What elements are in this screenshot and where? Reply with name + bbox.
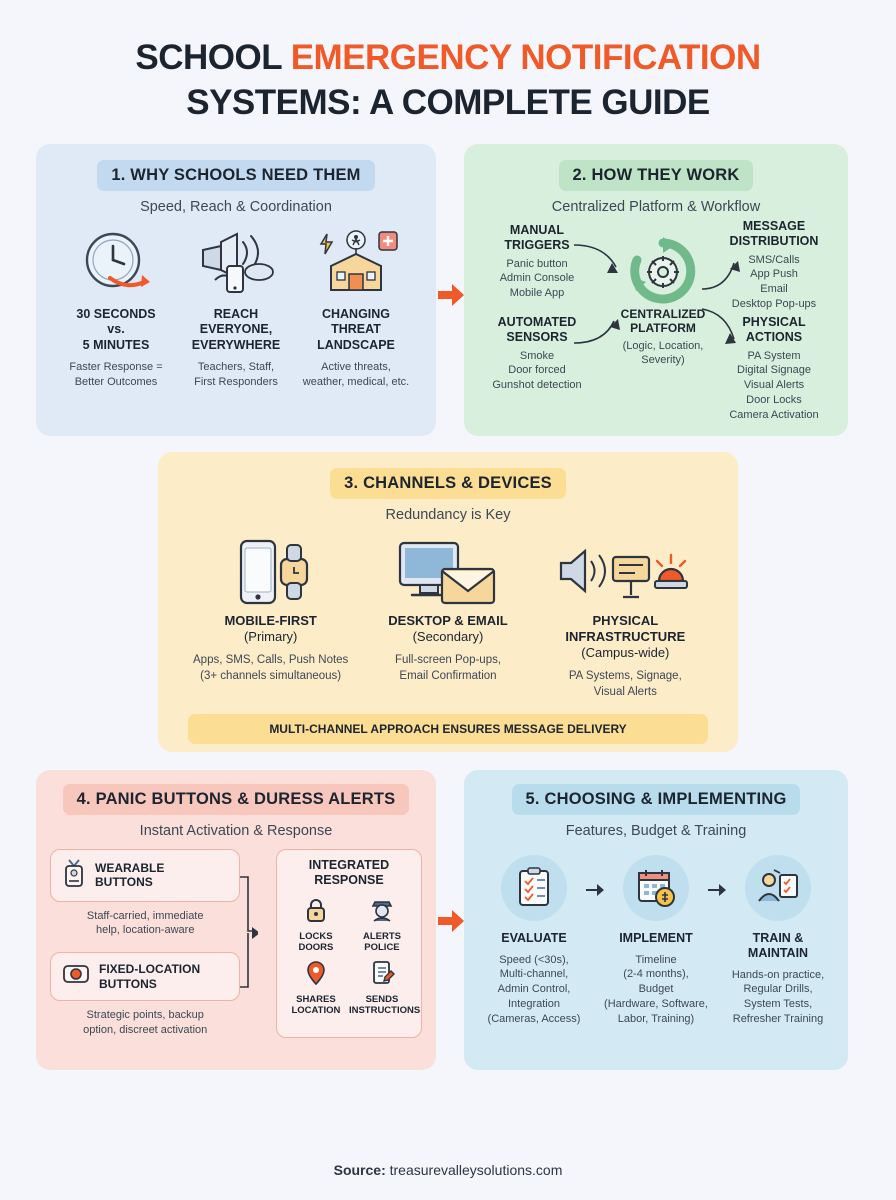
panel4-title: 4. PANIC BUTTONS & DURESS ALERTS	[63, 784, 410, 815]
panel2-phys-item-2: Visual Alerts	[743, 379, 805, 392]
panel1-col2-body2: First Responders	[194, 375, 278, 388]
panel3-banner: MULTI-CHANNEL APPROACH ENSURES MESSAGE DELIVERY	[188, 714, 708, 744]
panel5-col2-b4: Labor, Training)	[617, 1012, 695, 1025]
panel2-physical-actions	[714, 315, 834, 423]
panel3-col3-sub: (Campus-wide)	[581, 645, 670, 661]
panel1-col1-body1: Faster Response =	[69, 361, 163, 374]
instructions-icon	[368, 974, 396, 991]
panel4-wearable-label2: BUTTONS	[95, 875, 153, 890]
lock-icon	[302, 911, 330, 928]
panel3-column-mobile	[182, 533, 359, 701]
cell1-l1: ALERTS	[362, 930, 401, 942]
panel2-centralized-platform	[608, 237, 718, 369]
panel3-col1-body1: Apps, SMS, Calls, Push Notes	[193, 654, 349, 667]
panel1-col3-body2: weather, medical, etc.	[302, 375, 410, 388]
panel-why-schools-need-them	[36, 144, 436, 436]
training-icon	[745, 855, 811, 921]
panel5-col3-b3: Refresher Training	[732, 1013, 824, 1026]
panel5-subtitle: Features, Budget & Training	[565, 822, 747, 839]
panel2-phys-item-4: Camera Activation	[729, 408, 819, 421]
title-line-2: SYSTEMS: A COMPLETE GUIDE	[186, 82, 710, 122]
police-icon	[368, 911, 396, 928]
panel5-title: 5. CHOOSING & IMPLEMENTING	[512, 784, 801, 815]
panel1-col3-head2: THREAT	[331, 322, 381, 337]
panel5-col2-b1: (2-4 months),	[623, 968, 689, 981]
cell2-l1: SHARES	[296, 994, 336, 1006]
panel4-wearable-note1: Staff-carried, immediate	[86, 909, 204, 922]
panel5-col1-b4: (Cameras, Access)	[487, 1012, 581, 1025]
panel2-phys-item-1: Digital Signage	[737, 364, 811, 377]
cell2-l2: LOCATION	[291, 1005, 341, 1017]
panel2-center-sub2: Severity)	[641, 354, 685, 367]
panel-channels-and-devices	[158, 452, 738, 752]
panel5-column-implement	[604, 855, 708, 1027]
panel1-column-speed	[56, 227, 176, 389]
title-part-1: SCHOOL	[135, 38, 291, 77]
page-title	[36, 0, 860, 126]
calendar-coin-icon	[623, 855, 689, 921]
panel3-col1-body2: (3+ channels simultaneous)	[200, 669, 342, 682]
panel5-col2-b2: Budget	[638, 983, 674, 996]
bottom-row	[36, 770, 860, 1070]
panel2-phys-item-0: PA System	[747, 349, 801, 362]
panel4-integrated-h2: RESPONSE	[314, 872, 384, 887]
panel2-manual-item-1: Admin Console	[499, 272, 575, 285]
speaker-sign-beacon-icon	[537, 533, 714, 613]
panel3-col2-sub: (Secondary)	[412, 628, 484, 644]
panel2-center-h1: CENTRALIZED	[620, 306, 706, 321]
title-part-2: EMERGENCY NOTIFICATION	[290, 38, 761, 77]
panel1-col2-body1: Teachers, Staff,	[197, 361, 275, 374]
integrated-cell-locks-doors	[283, 896, 349, 954]
panel1-col1-head1: 30 SECONDS	[76, 306, 156, 321]
panel1-subtitle: Speed, Reach & Coordination	[140, 198, 332, 215]
panel2-manual-h2: TRIGGERS	[504, 237, 570, 252]
cell3-l1: SENDS	[365, 994, 399, 1006]
panel1-title: 1. WHY SCHOOLS NEED THEM	[97, 160, 374, 191]
panel5-col2-b3: (Hardware, Software,	[604, 998, 708, 1011]
panel1-column-threat	[296, 227, 416, 389]
panel3-col1-heading: MOBILE-FIRST	[224, 612, 317, 628]
panel3-title: 3. CHANNELS & DEVICES	[330, 468, 566, 499]
panel2-manual-triggers	[484, 223, 590, 302]
panel2-phys-item-3: Door Locks	[746, 394, 802, 407]
panel2-manual-item-2: Mobile App	[509, 287, 565, 300]
gear-cycle-icon	[608, 237, 718, 307]
integrated-cell-alerts-police	[349, 896, 415, 954]
panel3-column-desktop	[359, 533, 536, 701]
map-pin-icon	[302, 974, 330, 991]
panel1-col3-head1: CHANGING	[321, 306, 391, 321]
panel3-subtitle: Redundancy is Key	[385, 506, 511, 523]
clock-icon	[56, 227, 176, 301]
panel2-auto-h1: AUTOMATED	[497, 314, 577, 329]
integrated-cell-shares-location	[283, 959, 349, 1017]
panel2-phys-h2: ACTIONS	[745, 329, 803, 344]
panel1-col3-body1: Active threats,	[321, 361, 391, 374]
integrated-cell-sends-instructions	[348, 959, 421, 1017]
panel3-col2-body1: Full-screen Pop-ups,	[394, 654, 502, 667]
integrated-response-card	[276, 849, 422, 1038]
panel5-col3-h2: MAINTAIN	[747, 945, 809, 960]
panel1-col3-head3: LANDSCAPE	[317, 337, 395, 352]
desktop-email-icon	[359, 533, 536, 613]
arrow-evaluate-to-implement	[586, 855, 604, 1027]
panel2-manual-item-0: Panic button	[506, 257, 568, 270]
panel4-fixed-note1: Strategic points, backup	[86, 1009, 204, 1022]
brace-connector	[240, 849, 259, 1038]
panel5-column-train	[726, 855, 830, 1027]
panel2-title: 2. HOW THEY WORK	[559, 160, 754, 191]
panel2-automated-sensors	[478, 315, 596, 394]
panel4-fixed-label1: FIXED-LOCATION	[99, 962, 201, 977]
panel1-col2-head2: EVERYWHERE	[191, 337, 281, 352]
source-footer	[0, 1162, 896, 1178]
panel2-subtitle: Centralized Platform & Workflow	[551, 198, 761, 215]
panel-panic-buttons	[36, 770, 436, 1070]
panel5-col1-b0: Speed (<30s),	[499, 953, 569, 966]
panel3-col2-heading: DESKTOP & EMAIL	[388, 612, 508, 628]
panel5-column-evaluate	[482, 855, 586, 1027]
panel4-fixed-label2: BUTTONS	[99, 976, 157, 991]
arrow-panel4-to-panel5	[438, 910, 464, 937]
panel3-col3-body1: PA Systems, Signage,	[568, 670, 682, 683]
cell1-l2: POLICE	[364, 941, 400, 953]
panel1-col1-body2: Better Outcomes	[74, 375, 158, 388]
panel5-col1-b3: Integration	[508, 998, 560, 1011]
panel1-col1-head2: vs.	[107, 322, 125, 337]
wall-button-icon	[61, 961, 91, 992]
panel3-column-physical	[537, 533, 714, 701]
panel2-dist-item-2: Email	[760, 283, 788, 296]
panel2-dist-h1: MESSAGE	[742, 218, 806, 233]
panel5-col1-b1: Multi-channel,	[499, 968, 569, 981]
panel2-dist-h2: DISTRIBUTION	[729, 233, 819, 248]
panel2-auto-item-0: Smoke	[519, 349, 555, 362]
school-threat-icon	[296, 227, 416, 301]
panel2-center-sub1: (Logic, Location,	[622, 339, 704, 352]
panel4-wearable-note2: help, location-aware	[95, 924, 195, 937]
top-row	[36, 144, 860, 436]
panel5-col3-b2: System Tests,	[743, 998, 813, 1011]
panel2-auto-h2: SENSORS	[506, 329, 568, 344]
wearable-buttons-card	[50, 849, 240, 902]
panel5-col2-b0: Timeline	[635, 953, 677, 966]
panel5-col2-h1: IMPLEMENT	[619, 930, 693, 945]
source-label: Source:	[333, 1162, 386, 1178]
panel1-col1-head3: 5 MINUTES	[82, 337, 150, 352]
panel4-wearable-label1: WEARABLE	[95, 860, 165, 875]
arrow-panel1-to-panel2	[438, 284, 464, 311]
cell0-l2: DOORS	[298, 941, 334, 953]
panel5-col3-h1: TRAIN &	[752, 930, 804, 945]
panel5-col3-b0: Hands-on practice,	[731, 968, 825, 981]
panel2-manual-h1: MANUAL	[509, 222, 565, 237]
panel1-column-reach	[176, 227, 296, 389]
panel4-subtitle: Instant Activation & Response	[139, 822, 333, 839]
panel2-center-h2: PLATFORM	[630, 320, 696, 335]
cell3-l2: INSTRUCTIONS	[348, 1005, 421, 1017]
panel2-phys-h1: PHYSICAL	[742, 314, 806, 329]
panel2-message-distribution	[714, 219, 834, 312]
panel2-auto-item-2: Gunshot detection	[492, 379, 582, 392]
panel3-col2-body2: Email Confirmation	[399, 669, 497, 682]
panel5-col1-b2: Admin Control,	[497, 983, 571, 996]
panel3-col1-sub: (Primary)	[243, 628, 298, 644]
panel4-fixed-note2: option, discreet activation	[83, 1024, 208, 1037]
cell0-l1: LOCKS	[299, 930, 333, 942]
panel5-col1-h1: EVALUATE	[501, 930, 567, 945]
panel2-dist-item-1: App Push	[750, 268, 798, 281]
panel2-dist-item-0: SMS/Calls	[748, 253, 800, 266]
panel-how-they-work	[464, 144, 848, 436]
panel4-integrated-h1: INTEGRATED	[308, 857, 390, 872]
panel1-col2-head1: REACH EVERYONE,	[199, 306, 273, 337]
fixed-location-buttons-card	[50, 952, 240, 1001]
badge-lanyard-icon	[61, 858, 87, 893]
source-value: treasurevalleysolutions.com	[385, 1162, 563, 1178]
panel2-auto-item-1: Door forced	[508, 364, 566, 377]
megaphone-phone-icon	[176, 227, 296, 301]
panel2-dist-item-3: Desktop Pop-ups	[731, 298, 817, 311]
panel-choosing-implementing	[464, 770, 848, 1070]
panel3-col3-heading: PHYSICAL INFRASTRUCTURE	[565, 612, 686, 644]
panel5-col3-b1: Regular Drills,	[743, 983, 813, 996]
panel3-col3-body2: Visual Alerts	[593, 685, 657, 698]
arrow-implement-to-train	[708, 855, 726, 1027]
phone-watch-icon	[182, 533, 359, 613]
checklist-icon	[501, 855, 567, 921]
